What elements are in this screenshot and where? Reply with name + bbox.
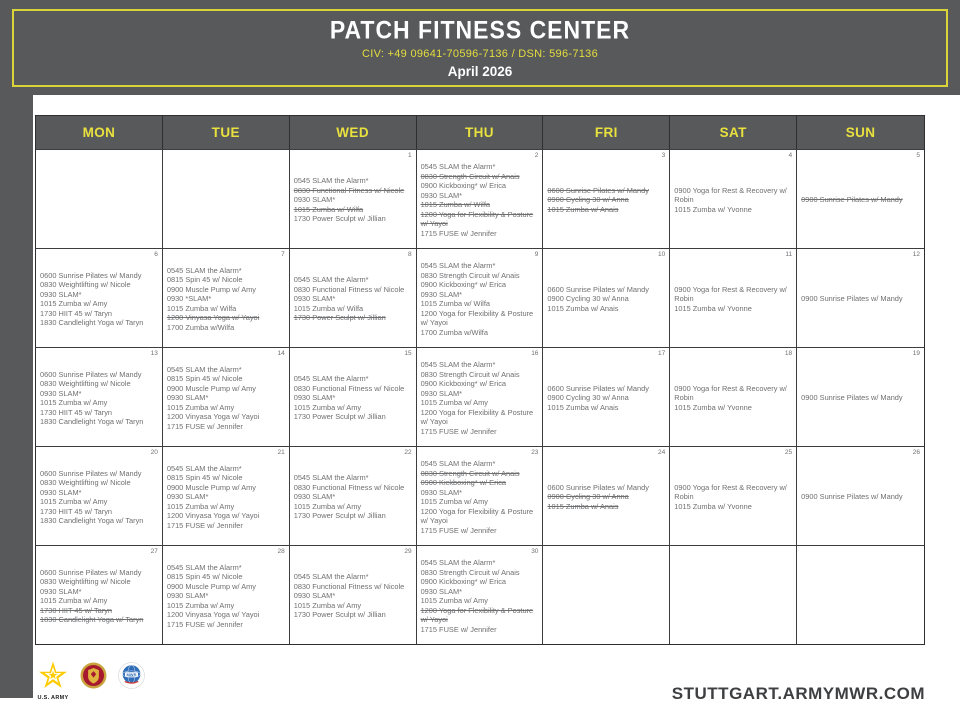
day-number: 26 [912, 449, 920, 456]
event: 1015 Zumba w/ Yvonne [674, 402, 752, 412]
event: 1015 Zumba w/ Amy [40, 497, 108, 506]
event: 1830 Candlelight Yoga w/ Taryn [40, 417, 144, 426]
day-header-mon: MON [36, 116, 163, 149]
event: 1715 FUSE w/ Jennifer [166, 619, 243, 629]
event: 0545 SLAM the Alarm* [293, 572, 369, 582]
event-list [163, 249, 289, 347]
event: 0830 Strength Circuit w/ Anais [420, 468, 520, 478]
event-list [670, 546, 796, 644]
event: 0930 SLAM* [40, 487, 82, 497]
website-url: STUTTGART.ARMYMWR.COM [671, 684, 925, 703]
event: 1015 Zumba w/ Amy [420, 596, 488, 605]
event: 1200 Vinyasa Yoga w/ Yayoi [166, 313, 260, 323]
event-list [417, 447, 543, 545]
day-number: 14 [277, 350, 285, 357]
day-number: 21 [277, 449, 285, 456]
day-header-wed: WED [290, 116, 417, 149]
event: 0600 Sunrise Pilates w/ Mandy [547, 185, 649, 195]
event: 1015 Zumba w/ Wilfa [420, 200, 490, 209]
event: 0545 SLAM the Alarm* [420, 459, 496, 468]
event: 0545 SLAM the Alarm* [293, 176, 369, 186]
event: 1015 Zumba w/ Amy [293, 501, 362, 511]
event: 0545 SLAM the Alarm* [420, 558, 496, 567]
event-list [417, 348, 543, 446]
day-number: 20 [150, 449, 158, 456]
event: 0830 Strength Circuit w/ Anais [420, 171, 520, 181]
event: 1015 Zumba w/ Amy [420, 398, 488, 407]
calendar-cell [290, 248, 417, 347]
day-number: 11 [785, 251, 793, 258]
event: 0900 Yoga for Rest & Recovery w/ Robin [674, 284, 787, 304]
calendar-cell [417, 446, 544, 545]
event: 1015 Zumba w/ Amy [166, 600, 235, 610]
us-army-logo [37, 661, 69, 701]
calendar-cell [797, 347, 924, 446]
event-list [36, 249, 162, 347]
event: 0900 Kickboxing* w/ Erica [420, 478, 507, 487]
event: 0830 Functional Fitness w/ Nicole [293, 185, 405, 195]
event: 0930 SLAM* [40, 388, 82, 398]
calendar-grid [35, 115, 925, 645]
event: 0545 SLAM the Alarm* [293, 275, 369, 285]
event: 0545 SLAM the Alarm* [420, 162, 496, 171]
calendar-cell [163, 545, 290, 644]
event: 0600 Sunrise Pilates w/ Mandy [40, 369, 142, 379]
event: 1730 Power Sculpt w/ Jillian [293, 511, 386, 521]
calendar-cell [163, 149, 290, 248]
event: 0900 Kickboxing* w/ Erica [420, 379, 507, 388]
event: 1715 FUSE w/ Jennifer [420, 624, 497, 634]
event: 1200 Yoga for Flexibility & Posture w/ Yayoi [420, 308, 534, 327]
event: 0830 Weightlifting w/ Nicole [40, 577, 131, 586]
calendar-cell [670, 446, 797, 545]
phone-number: CIV: +49 09641-70596-7136 / DSN: 596-7136 [361, 48, 599, 60]
event: 0900 Sunrise Pilates w/ Mandy [801, 492, 903, 502]
event: 0900 Muscle Pump w/ Amy [166, 581, 256, 591]
event: 1200 Yoga for Flexibility & Posture w/ Yayoi [420, 605, 534, 624]
event: 1015 Zumba w/ Amy [166, 501, 235, 511]
event: 1015 Zumba w/ Yvonne [674, 204, 752, 214]
event: 1715 FUSE w/ Jennifer [166, 520, 243, 530]
event-list [290, 348, 416, 446]
event: 0600 Sunrise Pilates w/ Mandy [40, 270, 142, 280]
event: 0900 Muscle Pump w/ Amy [166, 482, 256, 492]
day-number: 24 [658, 449, 666, 456]
calendar-cell [670, 248, 797, 347]
day-number: 25 [784, 449, 793, 456]
event: 1015 Zumba w/ Amy [40, 596, 108, 605]
event: 1730 HIIT 45 w/ Taryn [40, 407, 113, 417]
event: 0900 Kickboxing* w/ Erica [420, 577, 507, 586]
day-number: 16 [531, 350, 539, 357]
event: 0900 Muscle Pump w/ Amy [166, 284, 256, 294]
page-title: PATCH FITNESS CENTER [329, 15, 631, 45]
event: 0830 Weightlifting w/ Nicole [40, 280, 131, 289]
svg-text:MWR: MWR [126, 671, 137, 677]
header-banner [0, 0, 960, 95]
event: 1015 Zumba w/ Wilfa [293, 303, 364, 313]
event: 0930 SLAM* [420, 289, 463, 299]
event: 0600 Sunrise Pilates w/ Mandy [40, 468, 142, 478]
event: 1730 HIIT 45 w/ Taryn [40, 308, 113, 318]
day-header-sat: SAT [670, 116, 797, 149]
event: 1015 Zumba w/ Anais [547, 204, 619, 214]
event: 0900 Cycling 30 w/ Anna [547, 492, 629, 502]
day-number: 28 [277, 548, 285, 555]
us-army-label: U.S. ARMY [37, 695, 69, 701]
event: 0900 Yoga for Rest & Recovery w/ Robin [674, 185, 787, 205]
day-number: 27 [150, 548, 158, 555]
event-list [163, 150, 289, 248]
mwr-globe-icon [118, 662, 145, 694]
event-list [670, 447, 796, 545]
event: 1730 Power Sculpt w/ Jillian [293, 214, 386, 224]
event: 1830 Candlelight Yoga w/ Taryn [40, 318, 144, 327]
day-header-thu: THU [417, 116, 544, 149]
event: 1730 Power Sculpt w/ Jillian [293, 313, 386, 323]
event-list [670, 348, 796, 446]
event: 0545 SLAM the Alarm* [166, 463, 242, 473]
day-number: 6 [154, 251, 158, 258]
event: 0545 SLAM the Alarm* [166, 364, 242, 374]
event: 1200 Yoga for Flexibility & Posture w/ Yayoi [420, 407, 534, 426]
event-list [417, 249, 543, 347]
event: 1700 Zumba w/Wilfa [166, 322, 235, 332]
event: 0600 Sunrise Pilates w/ Mandy [547, 383, 649, 393]
calendar-cell [36, 149, 163, 248]
day-number: 4 [788, 152, 793, 159]
event: 0830 Strength Circuit w/ Anais [420, 567, 520, 577]
event: 1015 Zumba w/ Yvonne [674, 303, 752, 313]
day-number: 7 [281, 251, 285, 258]
event: 0900 Yoga for Rest & Recovery w/ Robin [674, 383, 787, 403]
calendar-cell [417, 347, 544, 446]
event: 1200 Vinyasa Yoga w/ Yayoi [166, 412, 260, 422]
day-number: 30 [531, 548, 539, 555]
event-list [36, 447, 162, 545]
event-list [163, 447, 289, 545]
calendar-cell [543, 347, 670, 446]
event: 0600 Sunrise Pilates w/ Mandy [40, 567, 142, 577]
event: 0900 Yoga for Rest & Recovery w/ Robin [674, 482, 787, 502]
event: 1200 Yoga for Flexibility & Posture w/ Yayoi [420, 209, 534, 228]
event: 1200 Vinyasa Yoga w/ Yayoi [166, 610, 260, 620]
event: 1715 FUSE w/ Jennifer [420, 426, 497, 436]
garrison-crest-icon [80, 662, 107, 694]
event: 1015 Zumba w/ Wilfa [420, 299, 490, 308]
event: 1015 Zumba w/ Amy [40, 299, 108, 308]
event-list [163, 348, 289, 446]
event: 0930 SLAM* [420, 190, 463, 200]
event: 0830 Functional Fitness w/ Nicole [293, 482, 405, 492]
event: 1830 Candlelight Yoga w/ Taryn [40, 615, 144, 624]
event: 0930 SLAM* [166, 591, 209, 601]
event: 1015 Zumba w/ Wilfa [293, 204, 364, 214]
event-list [543, 546, 669, 644]
calendar-cell [670, 149, 797, 248]
calendar-cell [36, 446, 163, 545]
event: 0900 Sunrise Pilates w/ Mandy [801, 294, 903, 304]
event-list [543, 447, 669, 545]
event: 1700 Zumba w/Wilfa [420, 327, 488, 337]
banner-yellow-border [12, 9, 948, 87]
calendar-cell [797, 545, 924, 644]
day-header-sun: SUN [797, 116, 924, 149]
us-army-star-icon [39, 661, 67, 694]
event: 0930 SLAM* [420, 487, 463, 497]
event: 0815 Spin 45 w/ Nicole [166, 572, 243, 582]
event: 0830 Weightlifting w/ Nicole [40, 478, 131, 487]
event: 1015 Zumba w/ Amy [293, 600, 362, 610]
event: 0930 SLAM* [420, 586, 463, 596]
day-number: 15 [404, 350, 412, 357]
day-number: 9 [534, 251, 539, 258]
day-header-tue: TUE [163, 116, 290, 149]
event: 0815 Spin 45 w/ Nicole [166, 473, 243, 483]
event: 0600 Sunrise Pilates w/ Mandy [547, 284, 649, 294]
event: 1015 Zumba w/ Anais [547, 303, 619, 313]
event: 1200 Yoga for Flexibility & Posture w/ Yayoi [420, 506, 534, 525]
event: 0930 SLAM* [40, 586, 82, 596]
event: 1015 Zumba w/ Wilfa [166, 303, 237, 313]
day-number: 12 [912, 251, 920, 258]
calendar-cell [290, 347, 417, 446]
event: 0830 Functional Fitness w/ Nicole [293, 383, 405, 393]
event-list [36, 348, 162, 446]
event: 0830 Functional Fitness w/ Nicole [293, 284, 405, 294]
event: 0545 SLAM the Alarm* [166, 562, 242, 572]
day-number: 8 [407, 251, 412, 258]
calendar-cell [36, 248, 163, 347]
calendar-cell [543, 545, 670, 644]
event: 1715 FUSE w/ Jennifer [420, 228, 497, 238]
event-list [543, 348, 669, 446]
event: 0600 Sunrise Pilates w/ Mandy [547, 482, 649, 492]
calendar-cell [290, 446, 417, 545]
event-list [36, 546, 162, 644]
day-number: 18 [784, 350, 793, 357]
event: 0900 Cycling 30 w/ Anna [547, 195, 629, 205]
day-number: 23 [531, 449, 539, 456]
day-number: 19 [912, 350, 920, 357]
event: 1715 FUSE w/ Jennifer [166, 421, 243, 431]
event: 0930 SLAM* [293, 492, 336, 502]
event: 1730 Power Sculpt w/ Jillian [293, 610, 386, 620]
event: 0830 Weightlifting w/ Nicole [40, 379, 131, 388]
day-number: 5 [916, 152, 920, 159]
calendar-cell [797, 248, 924, 347]
calendar-cell [797, 446, 924, 545]
event: 0815 Spin 45 w/ Nicole [166, 374, 243, 384]
event: 0930 SLAM* [40, 289, 82, 299]
event: 0930 SLAM* [166, 393, 209, 403]
event: 0900 Sunrise Pilates w/ Mandy [801, 195, 903, 205]
calendar-cell [417, 545, 544, 644]
calendar-cell [163, 446, 290, 545]
event-list [797, 249, 924, 347]
calendar-cell [670, 545, 797, 644]
event: 1015 Zumba w/ Amy [40, 398, 108, 407]
day-number: 1 [407, 152, 412, 159]
calendar-cell [417, 248, 544, 347]
event: 0930 SLAM* [293, 195, 336, 205]
event: 1015 Zumba w/ Amy [293, 402, 362, 412]
day-number: 17 [658, 350, 666, 357]
event: 0545 SLAM the Alarm* [420, 261, 496, 270]
event: 1015 Zumba w/ Yvonne [674, 501, 752, 511]
day-number: 22 [404, 449, 412, 456]
event: 0545 SLAM the Alarm* [420, 360, 496, 369]
month-label: April 2026 [447, 64, 513, 79]
event-list [290, 546, 416, 644]
event-list [36, 150, 162, 248]
footer-logos [37, 661, 145, 701]
event-list [543, 150, 669, 248]
left-accent-bar [0, 95, 33, 698]
calendar-cell [543, 149, 670, 248]
event-list [417, 150, 543, 248]
event: 0830 Strength Circuit w/ Anais [420, 270, 520, 280]
day-number: 29 [404, 548, 412, 555]
event: 0930 SLAM* [420, 388, 463, 398]
event: 0900 Cycling 30 w/ Anna [547, 294, 629, 304]
event: 0900 Sunrise Pilates w/ Mandy [801, 393, 903, 403]
event: 1015 Zumba w/ Anais [547, 402, 619, 412]
calendar-cell [543, 248, 670, 347]
event: 1715 FUSE w/ Jennifer [420, 525, 497, 535]
event: 1200 Vinyasa Yoga w/ Yayoi [166, 511, 260, 521]
event: 0930 SLAM* [166, 492, 209, 502]
event-list [797, 150, 924, 248]
event: 1015 Zumba w/ Amy [420, 497, 488, 506]
event: 0830 Strength Circuit w/ Anais [420, 369, 520, 379]
event: 0930 SLAM* [293, 591, 336, 601]
event: 0900 Kickboxing* w/ Erica [420, 181, 507, 190]
event: 0545 SLAM the Alarm* [166, 265, 242, 275]
calendar-cell [670, 347, 797, 446]
event-list [670, 249, 796, 347]
event-list [797, 348, 924, 446]
event-list [417, 546, 543, 644]
day-number: 2 [534, 152, 539, 159]
event: 0815 Spin 45 w/ Nicole [166, 275, 243, 285]
event: 1730 HIIT 45 w/ Taryn [40, 506, 113, 516]
day-number: 13 [150, 350, 158, 357]
event-list [290, 150, 416, 248]
calendar-cell [290, 149, 417, 248]
event: 0930 *SLAM* [166, 294, 212, 304]
event: 0900 Muscle Pump w/ Amy [166, 383, 256, 393]
day-number: 10 [658, 251, 666, 258]
event-list [543, 249, 669, 347]
event: 0545 SLAM the Alarm* [293, 473, 369, 483]
event-list [163, 546, 289, 644]
event: 0900 Kickboxing* w/ Erica [420, 280, 507, 289]
calendar-cell [417, 149, 544, 248]
day-number: 3 [661, 152, 666, 159]
event: 0545 SLAM the Alarm* [293, 374, 369, 384]
calendar-cell [797, 149, 924, 248]
event-list [797, 447, 924, 545]
event: 0900 Cycling 30 w/ Anna [547, 393, 629, 403]
event: 1730 HIIT 45 w/ Taryn [40, 605, 113, 615]
event: 0830 Functional Fitness w/ Nicole [293, 581, 405, 591]
event: 1830 Candlelight Yoga w/ Taryn [40, 516, 144, 525]
event-list [290, 249, 416, 347]
event-list [797, 546, 924, 644]
calendar-cell [36, 545, 163, 644]
event-list [670, 150, 796, 248]
event: 0930 SLAM* [293, 393, 336, 403]
event: 0930 SLAM* [293, 294, 336, 304]
event-list [290, 447, 416, 545]
calendar-cell [290, 545, 417, 644]
event: 1015 Zumba w/ Anais [547, 501, 619, 511]
event: 1730 Power Sculpt w/ Jillian [293, 412, 386, 422]
calendar-cell [543, 446, 670, 545]
calendar-cell [163, 347, 290, 446]
event: 1015 Zumba w/ Amy [166, 402, 235, 412]
calendar-cell [36, 347, 163, 446]
day-header-fri: FRI [543, 116, 670, 149]
calendar-cell [163, 248, 290, 347]
